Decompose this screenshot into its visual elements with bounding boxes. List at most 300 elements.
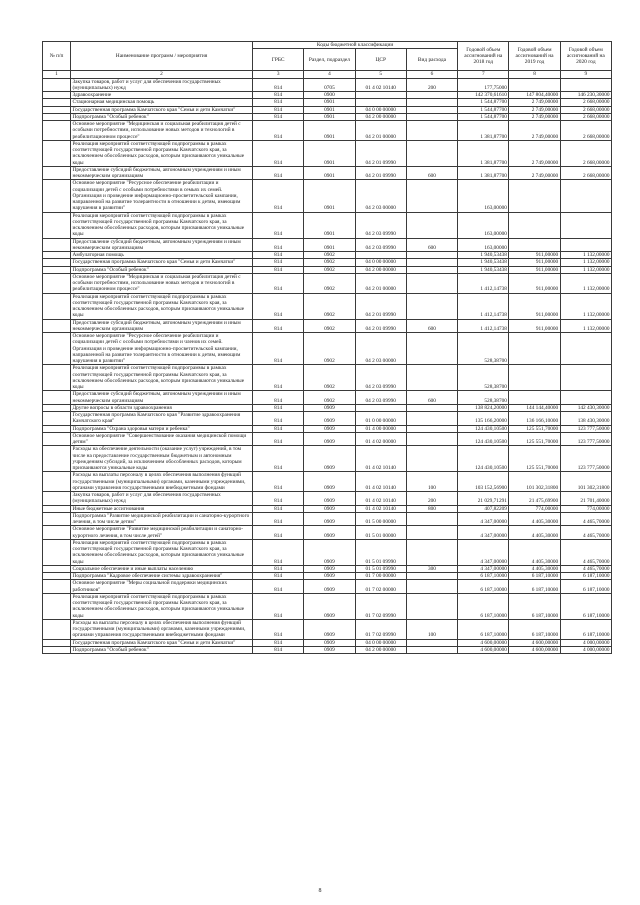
row-number-cell bbox=[43, 333, 71, 365]
cell-grbs: 814 bbox=[253, 293, 304, 319]
row-number-cell bbox=[43, 319, 71, 333]
cell-rz: 0909 bbox=[304, 404, 355, 411]
header-y2018: Годовой объем ассигнований на 2018 год bbox=[458, 42, 509, 71]
cell-y2019: 4 600,00000 bbox=[509, 646, 560, 653]
column-number: 8 bbox=[509, 71, 560, 78]
header-grbs: ГРБС bbox=[253, 49, 304, 71]
cell-csr bbox=[355, 252, 406, 259]
table-row bbox=[43, 365, 612, 391]
cell-vr bbox=[406, 365, 457, 391]
cell-csr: 04 2 03 00000 bbox=[355, 180, 406, 212]
cell-rz: 0909 bbox=[304, 512, 355, 526]
row-number-cell bbox=[43, 646, 71, 653]
cell-rz: 0909 bbox=[304, 580, 355, 594]
cell-y2019: 125 551,70000 bbox=[509, 425, 560, 432]
cell-grbs: 814 bbox=[253, 539, 304, 565]
cell-name: Реализация мероприятий соответствующей подпрограммы в рамках соответствующей государственной программы Камчатского края, за исключением обособленных расходов, которым присваиваются уникальные коды bbox=[71, 539, 253, 565]
row-number-cell bbox=[43, 539, 71, 565]
page-number: 8 bbox=[318, 888, 322, 894]
cell-name: Подпрограмма "Особый ребенок" bbox=[71, 113, 253, 120]
cell-rz: 0900 bbox=[304, 92, 355, 99]
cell-vr bbox=[406, 512, 457, 526]
table-row bbox=[43, 539, 612, 565]
cell-y2018: 6 187,10000 bbox=[458, 573, 509, 580]
cell-grbs: 814 bbox=[253, 99, 304, 106]
cell-grbs: 814 bbox=[253, 646, 304, 653]
cell-vr bbox=[406, 92, 457, 99]
cell-vr bbox=[406, 639, 457, 646]
row-number-cell bbox=[43, 293, 71, 319]
cell-rz: 0902 bbox=[304, 319, 355, 333]
cell-vr bbox=[406, 333, 457, 365]
cell-name: Основное мероприятие "Развитие медицинской реабилитации и санаторно-курортного лечения, в том числе детей" bbox=[71, 526, 253, 540]
cell-y2019: 911,00000 bbox=[509, 266, 560, 273]
cell-y2018: 1 412,14738 bbox=[458, 293, 509, 319]
table-row bbox=[43, 252, 612, 259]
cell-csr: 01 4 02 10140 bbox=[355, 78, 406, 92]
cell-name: Подпрограмма "Кадровое обеспечение системы здравоохранения" bbox=[71, 573, 253, 580]
cell-y2018: 1 544,87700 bbox=[458, 113, 509, 120]
cell-csr: 04 2 01 09990 bbox=[355, 166, 406, 180]
cell-vr bbox=[406, 573, 457, 580]
cell-y2019: 147 804,40000 bbox=[509, 92, 560, 99]
cell-y2019: 144 144,40000 bbox=[509, 404, 560, 411]
cell-y2020: 2 668,00000 bbox=[560, 99, 611, 106]
cell-vr bbox=[406, 212, 457, 238]
cell-name: Предоставление субсидий бюджетным, автономным учреждениям и иным некоммерческим организациям bbox=[71, 391, 253, 405]
cell-csr: 01 7 02 09990 bbox=[355, 593, 406, 619]
table-row bbox=[43, 512, 612, 526]
cell-y2020: 4 000,00000 bbox=[560, 646, 611, 653]
cell-grbs: 814 bbox=[253, 492, 304, 506]
cell-csr: 04 0 00 00000 bbox=[355, 106, 406, 113]
row-number-cell bbox=[43, 412, 71, 426]
cell-rz: 0902 bbox=[304, 365, 355, 391]
cell-y2019: 6 187,10000 bbox=[509, 573, 560, 580]
header-razdel: Раздел, подраздел bbox=[304, 49, 355, 71]
cell-y2019: 2 749,00000 bbox=[509, 121, 560, 141]
cell-csr: 01 5 01 09990 bbox=[355, 539, 406, 565]
table-row bbox=[43, 619, 612, 639]
row-number-cell bbox=[43, 573, 71, 580]
column-number: 6 bbox=[406, 71, 457, 78]
cell-csr: 04 2 01 00000 bbox=[355, 273, 406, 293]
cell-grbs: 814 bbox=[253, 472, 304, 492]
row-number-cell bbox=[43, 404, 71, 411]
cell-name: Основное мероприятие "Медицинская и социальная реабилитация детей с особыми потребностями, использование новых методов и технологий в реабилитационном процессе" bbox=[71, 273, 253, 293]
cell-csr bbox=[355, 404, 406, 411]
column-number: 9 bbox=[560, 71, 611, 78]
cell-name: Основное мероприятие "Совершенствование оказания медицинской помощи детям" bbox=[71, 432, 253, 446]
row-number-cell bbox=[43, 140, 71, 166]
cell-name: Подпрограмма "Охрана здоровья матери и ребенка" bbox=[71, 425, 253, 432]
row-number-cell bbox=[43, 259, 71, 266]
cell-csr: 04 2 01 09990 bbox=[355, 293, 406, 319]
cell-csr: 04 2 03 00000 bbox=[355, 333, 406, 365]
cell-name: Основное мероприятие "Ресурсное обеспечение реабилитации и социализации детей с особыми потребностями в семьях их семей. Организация и проведение информационно-просветительской кампании, направленной на развитие толерантности в отношении к детям, имеющим нарушения в развитии" bbox=[71, 180, 253, 212]
cell-rz: 0909 bbox=[304, 425, 355, 432]
cell-y2020 bbox=[560, 365, 611, 391]
cell-csr: 04 2 01 09990 bbox=[355, 319, 406, 333]
cell-name: Предоставление субсидий бюджетным, автономным учреждениям и иным некоммерческим организациям bbox=[71, 238, 253, 252]
cell-vr bbox=[406, 266, 457, 273]
cell-grbs: 814 bbox=[253, 333, 304, 365]
cell-y2020: 6 187,10000 bbox=[560, 580, 611, 594]
cell-y2020: 2 668,00000 bbox=[560, 140, 611, 166]
table-row bbox=[43, 472, 612, 492]
cell-y2020: 2 668,00000 bbox=[560, 106, 611, 113]
cell-y2020: 2 668,00000 bbox=[560, 121, 611, 141]
cell-vr: 600 bbox=[406, 166, 457, 180]
cell-name: Иные бюджетные ассигнования bbox=[71, 505, 253, 512]
cell-y2019: 2 749,00000 bbox=[509, 166, 560, 180]
cell-y2018: 4 347,00000 bbox=[458, 526, 509, 540]
cell-y2018: 1 940,53438 bbox=[458, 266, 509, 273]
cell-name: Расходы на выплаты персоналу в целях обеспечения выполнения функций государственными (муниципальными) органами, казенными учреждениями, органами управления государственными внебюджетными фондами bbox=[71, 619, 253, 639]
row-number-cell bbox=[43, 121, 71, 141]
cell-y2020: 6 187,10000 bbox=[560, 573, 611, 580]
row-number-cell bbox=[43, 365, 71, 391]
cell-y2018: 124 430,10500 bbox=[458, 432, 509, 446]
table-row bbox=[43, 646, 612, 653]
table-row bbox=[43, 113, 612, 120]
cell-csr: 04 2 03 09990 bbox=[355, 212, 406, 238]
cell-y2020: 6 187,10000 bbox=[560, 619, 611, 639]
cell-grbs: 814 bbox=[253, 432, 304, 446]
cell-y2019: 2 749,00000 bbox=[509, 99, 560, 106]
cell-y2020: 101 302,31800 bbox=[560, 472, 611, 492]
cell-csr: 01 4 02 10140 bbox=[355, 446, 406, 472]
header-name: Наименование программ / мероприятия bbox=[71, 42, 253, 71]
table-row bbox=[43, 580, 612, 594]
cell-csr: 04 2 00 00000 bbox=[355, 113, 406, 120]
cell-y2020 bbox=[560, 333, 611, 365]
row-number-cell bbox=[43, 565, 71, 572]
row-number-cell bbox=[43, 391, 71, 405]
table-row bbox=[43, 180, 612, 212]
cell-csr: 01 5 01 09990 bbox=[355, 565, 406, 572]
cell-rz: 0909 bbox=[304, 472, 355, 492]
cell-vr bbox=[406, 446, 457, 472]
table-row bbox=[43, 212, 612, 238]
cell-grbs: 814 bbox=[253, 180, 304, 212]
row-number-cell bbox=[43, 432, 71, 446]
cell-name: Стационарная медицинская помощь bbox=[71, 99, 253, 106]
cell-y2020: 1 132,00000 bbox=[560, 252, 611, 259]
cell-csr: 01 4 02 10140 bbox=[355, 492, 406, 506]
cell-y2020: 142 430,30000 bbox=[560, 404, 611, 411]
header-y2019: Годовой объем ассигнований на 2019 год bbox=[509, 42, 560, 71]
cell-y2018: 4 600,00000 bbox=[458, 646, 509, 653]
cell-y2019: 2 749,00000 bbox=[509, 140, 560, 166]
cell-vr bbox=[406, 432, 457, 446]
cell-grbs: 814 bbox=[253, 412, 304, 426]
table-row bbox=[43, 412, 612, 426]
cell-grbs: 814 bbox=[253, 212, 304, 238]
table-row bbox=[43, 446, 612, 472]
cell-y2019: 4 405,30000 bbox=[509, 565, 560, 572]
cell-csr: 04 2 01 09990 bbox=[355, 140, 406, 166]
cell-y2018: 1 381,87700 bbox=[458, 121, 509, 141]
cell-y2019: 911,00000 bbox=[509, 273, 560, 293]
budget-table bbox=[42, 41, 612, 654]
cell-rz: 0909 bbox=[304, 593, 355, 619]
cell-grbs: 814 bbox=[253, 106, 304, 113]
header-y2020: Годовой объем ассигнований на 2020 год bbox=[560, 42, 611, 71]
cell-rz: 0902 bbox=[304, 252, 355, 259]
cell-grbs: 814 bbox=[253, 113, 304, 120]
cell-rz: 0909 bbox=[304, 526, 355, 540]
column-number: 1 bbox=[43, 71, 71, 78]
cell-y2020: 146 230,30000 bbox=[560, 92, 611, 99]
cell-rz: 0901 bbox=[304, 166, 355, 180]
cell-name: Реализация мероприятий соответствующей подпрограммы в рамках соответствующей государственной программы Камчатского края, за исключением обособленных расходов, которым присваиваются уникальные коды bbox=[71, 365, 253, 391]
table-row bbox=[43, 593, 612, 619]
cell-name: Амбулаторная помощь bbox=[71, 252, 253, 259]
row-number-cell bbox=[43, 180, 71, 212]
cell-rz: 0909 bbox=[304, 446, 355, 472]
row-number-cell bbox=[43, 106, 71, 113]
cell-y2019: 125 551,70000 bbox=[509, 446, 560, 472]
cell-y2019 bbox=[509, 365, 560, 391]
table-row bbox=[43, 99, 612, 106]
row-number-cell bbox=[43, 78, 71, 92]
cell-y2020: 1 132,00000 bbox=[560, 273, 611, 293]
cell-grbs: 814 bbox=[253, 273, 304, 293]
cell-y2018: 6 187,10000 bbox=[458, 619, 509, 639]
table-row bbox=[43, 121, 612, 141]
cell-grbs: 814 bbox=[253, 639, 304, 646]
cell-y2020 bbox=[560, 212, 611, 238]
cell-rz: 0909 bbox=[304, 432, 355, 446]
cell-vr bbox=[406, 259, 457, 266]
row-number-cell bbox=[43, 99, 71, 106]
cell-vr: 200 bbox=[406, 78, 457, 92]
cell-y2018: 4 600,00000 bbox=[458, 639, 509, 646]
cell-rz: 0901 bbox=[304, 212, 355, 238]
cell-y2018: 528,38700 bbox=[458, 365, 509, 391]
cell-y2018: 163,00000 bbox=[458, 238, 509, 252]
table-row bbox=[43, 106, 612, 113]
cell-y2019 bbox=[509, 212, 560, 238]
cell-name: Государственная программа Камчатского края "Семья и дети Камчатки" bbox=[71, 639, 253, 646]
cell-grbs: 814 bbox=[253, 573, 304, 580]
cell-y2018: 1 940,53438 bbox=[458, 252, 509, 259]
table-row bbox=[43, 505, 612, 512]
cell-y2019 bbox=[509, 391, 560, 405]
cell-csr: 04 2 00 00000 bbox=[355, 266, 406, 273]
cell-y2019: 4 405,30000 bbox=[509, 539, 560, 565]
cell-grbs: 814 bbox=[253, 425, 304, 432]
cell-y2019: 911,00000 bbox=[509, 319, 560, 333]
cell-y2019: 4 600,00000 bbox=[509, 639, 560, 646]
cell-name: Закупка товаров, работ и услуг для обеспечения государственных (муниципальных) нужд bbox=[71, 78, 253, 92]
cell-vr bbox=[406, 293, 457, 319]
cell-y2019: 2 749,00000 bbox=[509, 113, 560, 120]
cell-rz: 0901 bbox=[304, 99, 355, 106]
cell-grbs: 814 bbox=[253, 92, 304, 99]
cell-y2018: 1 544,87700 bbox=[458, 106, 509, 113]
cell-y2019: 6 187,10000 bbox=[509, 593, 560, 619]
cell-y2018: 138 824,20000 bbox=[458, 404, 509, 411]
row-number-cell bbox=[43, 446, 71, 472]
cell-csr: 04 2 03 09990 bbox=[355, 365, 406, 391]
cell-y2019: 125 551,70000 bbox=[509, 432, 560, 446]
cell-y2020: 4 465,70000 bbox=[560, 526, 611, 540]
cell-y2019: 4 405,30000 bbox=[509, 526, 560, 540]
cell-y2018: 1 381,87700 bbox=[458, 140, 509, 166]
cell-y2018: 103 152,56900 bbox=[458, 472, 509, 492]
cell-y2020: 4 465,70000 bbox=[560, 512, 611, 526]
cell-rz: 0901 bbox=[304, 238, 355, 252]
cell-y2020 bbox=[560, 238, 611, 252]
cell-y2018: 528,38700 bbox=[458, 391, 509, 405]
cell-vr bbox=[406, 273, 457, 293]
cell-csr: 04 2 00 00000 bbox=[355, 646, 406, 653]
cell-y2018: 6 187,10000 bbox=[458, 580, 509, 594]
cell-grbs: 814 bbox=[253, 319, 304, 333]
cell-y2018: 21 029,71291 bbox=[458, 492, 509, 506]
column-number-row bbox=[43, 71, 612, 78]
cell-y2019: 2 749,00000 bbox=[509, 106, 560, 113]
cell-y2020: 138 430,30000 bbox=[560, 412, 611, 426]
cell-name: Предоставление субсидий бюджетным, автономным учреждениям и иным некоммерческим организациям bbox=[71, 319, 253, 333]
cell-rz: 0909 bbox=[304, 539, 355, 565]
cell-rz: 0901 bbox=[304, 140, 355, 166]
cell-name: Основное мероприятие "Меры социальной поддержки медицинских работников" bbox=[71, 580, 253, 594]
cell-y2020: 2 668,00000 bbox=[560, 166, 611, 180]
cell-csr: 01 7 00 00000 bbox=[355, 573, 406, 580]
cell-y2018: 528,38700 bbox=[458, 333, 509, 365]
cell-grbs: 814 bbox=[253, 446, 304, 472]
cell-vr: 100 bbox=[406, 619, 457, 639]
cell-y2019: 136 166,10000 bbox=[509, 412, 560, 426]
cell-rz: 0902 bbox=[304, 266, 355, 273]
cell-y2020 bbox=[560, 391, 611, 405]
cell-y2020: 6 187,10000 bbox=[560, 593, 611, 619]
cell-vr bbox=[406, 113, 457, 120]
cell-rz: 0909 bbox=[304, 492, 355, 506]
table-row bbox=[43, 425, 612, 432]
cell-vr: 100 bbox=[406, 472, 457, 492]
cell-rz: 0901 bbox=[304, 121, 355, 141]
cell-vr: 800 bbox=[406, 505, 457, 512]
cell-y2018: 1 412,14738 bbox=[458, 319, 509, 333]
table-row bbox=[43, 333, 612, 365]
table-row bbox=[43, 565, 612, 572]
cell-vr: 600 bbox=[406, 238, 457, 252]
table-row bbox=[43, 526, 612, 540]
row-number-cell bbox=[43, 593, 71, 619]
cell-y2020: 123 777,50000 bbox=[560, 446, 611, 472]
cell-name: Основное мероприятие "Медицинская и социальная реабилитация детей с особыми потребностями, использование новых методов и технологий в реабилитационном процессе" bbox=[71, 121, 253, 141]
cell-y2020: 1 132,00000 bbox=[560, 259, 611, 266]
table-row bbox=[43, 140, 612, 166]
row-number-cell bbox=[43, 526, 71, 540]
cell-csr: 01 4 02 10140 bbox=[355, 505, 406, 512]
cell-y2020 bbox=[560, 180, 611, 212]
cell-y2020: 123 777,50000 bbox=[560, 432, 611, 446]
column-number: 3 bbox=[253, 71, 304, 78]
row-number-cell bbox=[43, 472, 71, 492]
cell-vr: 200 bbox=[406, 492, 457, 506]
column-number: 2 bbox=[71, 71, 253, 78]
cell-csr bbox=[355, 92, 406, 99]
cell-csr: 01 4 00 00000 bbox=[355, 425, 406, 432]
cell-y2018: 1 412,14738 bbox=[458, 273, 509, 293]
cell-y2020: 1 132,00000 bbox=[560, 266, 611, 273]
cell-name: Предоставление субсидий бюджетным, автономным учреждениям и иным некоммерческим организациям bbox=[71, 166, 253, 180]
cell-vr bbox=[406, 404, 457, 411]
column-number: 4 bbox=[304, 71, 355, 78]
table-row bbox=[43, 573, 612, 580]
cell-vr bbox=[406, 99, 457, 106]
row-number-cell bbox=[43, 266, 71, 273]
cell-y2019: 6 187,10000 bbox=[509, 619, 560, 639]
cell-grbs: 814 bbox=[253, 78, 304, 92]
cell-csr: 01 5 00 00000 bbox=[355, 512, 406, 526]
cell-csr bbox=[355, 99, 406, 106]
cell-y2019: 21 475,69900 bbox=[509, 492, 560, 506]
cell-grbs: 814 bbox=[253, 505, 304, 512]
column-number: 7 bbox=[458, 71, 509, 78]
table-row bbox=[43, 78, 612, 92]
cell-grbs: 814 bbox=[253, 526, 304, 540]
cell-y2018: 4 347,00000 bbox=[458, 539, 509, 565]
cell-csr: 04 2 03 09990 bbox=[355, 238, 406, 252]
row-number-cell bbox=[43, 238, 71, 252]
cell-vr: 600 bbox=[406, 391, 457, 405]
cell-rz: 0902 bbox=[304, 391, 355, 405]
cell-y2020 bbox=[560, 78, 611, 92]
cell-y2018: 163,00000 bbox=[458, 180, 509, 212]
cell-csr: 04 2 01 00000 bbox=[355, 121, 406, 141]
table-row bbox=[43, 166, 612, 180]
cell-y2019: 101 302,31800 bbox=[509, 472, 560, 492]
cell-grbs: 814 bbox=[253, 565, 304, 572]
row-number-cell bbox=[43, 425, 71, 432]
cell-vr bbox=[406, 252, 457, 259]
row-number-cell bbox=[43, 619, 71, 639]
cell-grbs: 814 bbox=[253, 166, 304, 180]
cell-y2019 bbox=[509, 333, 560, 365]
cell-rz: 0902 bbox=[304, 293, 355, 319]
row-number-cell bbox=[43, 639, 71, 646]
table-row bbox=[43, 404, 612, 411]
cell-y2018: 163,00000 bbox=[458, 212, 509, 238]
table-row bbox=[43, 259, 612, 266]
header-csr: ЦСР bbox=[355, 49, 406, 71]
cell-rz: 0909 bbox=[304, 619, 355, 639]
cell-y2020: 123 777,50000 bbox=[560, 425, 611, 432]
cell-name: Государственная программа Камчатского края "Семья и дети Камчатки" bbox=[71, 106, 253, 113]
cell-grbs: 814 bbox=[253, 580, 304, 594]
cell-rz: 0902 bbox=[304, 259, 355, 266]
cell-rz: 0901 bbox=[304, 180, 355, 212]
cell-y2018: 6 187,10000 bbox=[458, 593, 509, 619]
cell-y2020: 4 000,00000 bbox=[560, 639, 611, 646]
cell-grbs: 814 bbox=[253, 238, 304, 252]
cell-vr bbox=[406, 580, 457, 594]
cell-name: Реализация мероприятий соответствующей подпрограммы в рамках соответствующей государственной программы Камчатского края, за исключением обособленных расходов, которым присваиваются уникальные коды bbox=[71, 140, 253, 166]
row-number-cell bbox=[43, 492, 71, 506]
cell-name: Расходы на обеспечение деятельности (оказание услуг) учреждений, в том числе на предоставление государственным бюджетным и автономным учреждениям субсидий, за исключением обособленных расходов, которым присваиваются уникальные коды bbox=[71, 446, 253, 472]
table-row bbox=[43, 639, 612, 646]
cell-y2020: 1 132,00000 bbox=[560, 319, 611, 333]
cell-grbs: 814 bbox=[253, 619, 304, 639]
cell-vr bbox=[406, 526, 457, 540]
row-number-cell bbox=[43, 273, 71, 293]
